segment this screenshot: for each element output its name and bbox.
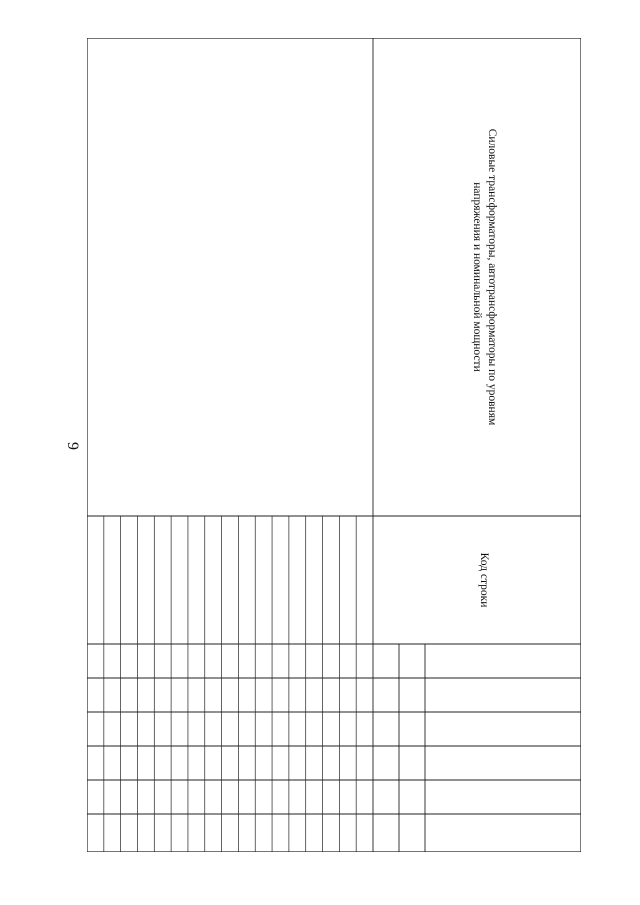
table-canvas — [87, 38, 581, 852]
title-column-header: напряжения и номинальной мощности — [471, 182, 483, 372]
title-column-header: Силовые трансформаторы, автотрансформаторы по уровням — [486, 128, 498, 426]
table-text — [471, 129, 498, 608]
page-number: 9 — [64, 442, 81, 450]
statistics-table — [87, 38, 581, 852]
code-column-header: Код строки — [478, 552, 490, 608]
table-grid — [87, 38, 581, 852]
